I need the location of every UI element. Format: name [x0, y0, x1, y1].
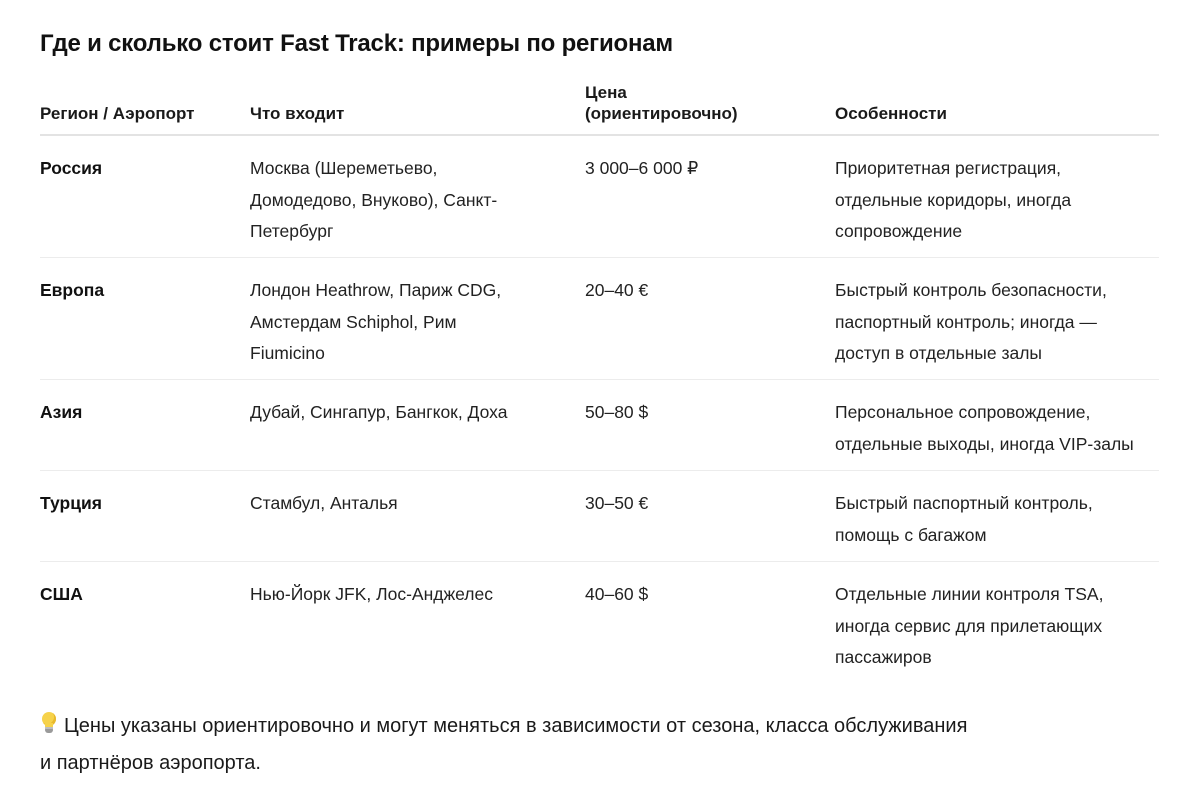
header-region: Регион / Аэропорт [40, 104, 195, 123]
features-line: доступ в отдельные залы [835, 343, 1043, 363]
table-header [40, 78, 1159, 136]
header-price-line1: Цена [585, 83, 627, 102]
note-line-2: и партнёров аэропорта. [40, 752, 261, 774]
features-cell [835, 488, 1165, 551]
table-row [40, 136, 1159, 258]
page-title: Где и сколько стоит Fast Track: примеры по регионам [40, 30, 673, 57]
includes-line: Амстердам Schiphol, Рим [250, 311, 457, 332]
price-cell: 20–40 € [585, 280, 649, 300]
table-row [40, 562, 1159, 683]
features-line: Отдельные линии контроля TSA, [835, 584, 1104, 604]
includes-cell [250, 153, 570, 248]
table-row [40, 380, 1159, 471]
header-price-line2: (ориентировочно) [585, 104, 738, 123]
includes-line: Москва (Шереметьево, [250, 158, 438, 178]
includes-line: Нью-Йорк JFK, Лос-Анджелес [250, 584, 494, 604]
header-includes: Что входит [250, 104, 345, 123]
region-cell: Азия [40, 402, 83, 422]
table-row [40, 471, 1159, 562]
features-line: сопровождение [835, 221, 963, 241]
header-price [585, 82, 738, 124]
table-row [40, 258, 1159, 380]
includes-cell [250, 488, 570, 520]
pricing-table [40, 78, 1159, 683]
region-cell: Европа [40, 280, 105, 300]
includes-line: Петербург [250, 221, 334, 241]
features-line: отдельные коридоры, иногда [835, 189, 1072, 210]
price-cell: 30–50 € [585, 493, 649, 513]
features-line: Быстрый контроль безопасности, [835, 280, 1107, 300]
note-line-1 [40, 708, 1080, 745]
price-cell: 50–80 $ [585, 402, 649, 422]
price-cell: 40–60 $ [585, 584, 649, 604]
lightbulb-icon [40, 711, 58, 735]
features-line: Быстрый паспортный контроль, [835, 493, 1093, 513]
note-text-1: Цены указаны ориентировочно и могут меняться в зависимости от сезона, класса обслуживания [64, 715, 968, 737]
features-cell [835, 275, 1165, 370]
features-cell [835, 579, 1165, 674]
features-line: Персональное сопровождение, [835, 402, 1091, 422]
features-line: иногда сервис для прилетающих [835, 615, 1103, 636]
includes-cell [250, 579, 570, 611]
includes-cell [250, 397, 570, 429]
features-line: помощь с багажом [835, 524, 987, 545]
includes-line: Лондон Heathrow, Париж CDG, [250, 280, 502, 300]
features-line: Приоритетная регистрация, [835, 158, 1062, 178]
features-cell [835, 153, 1165, 248]
features-line: паспортный контроль; иногда — [835, 311, 1097, 332]
includes-line: Fiumicino [250, 343, 325, 363]
includes-line: Домодедово, Внуково), Санкт- [250, 189, 498, 210]
price-note [40, 708, 1080, 782]
features-cell [835, 397, 1165, 460]
header-features: Особенности [835, 104, 947, 123]
includes-cell [250, 275, 570, 370]
price-cell: 3 000–6 000 ₽ [585, 158, 699, 178]
region-cell: Россия [40, 158, 103, 178]
features-line: пассажиров [835, 647, 932, 667]
region-cell: Турция [40, 493, 102, 513]
region-cell: США [40, 584, 83, 604]
includes-line: Дубай, Сингапур, Бангкок, Доха [250, 402, 508, 422]
includes-line: Стамбул, Анталья [250, 493, 398, 513]
features-line: отдельные выходы, иногда VIP-залы [835, 433, 1134, 454]
